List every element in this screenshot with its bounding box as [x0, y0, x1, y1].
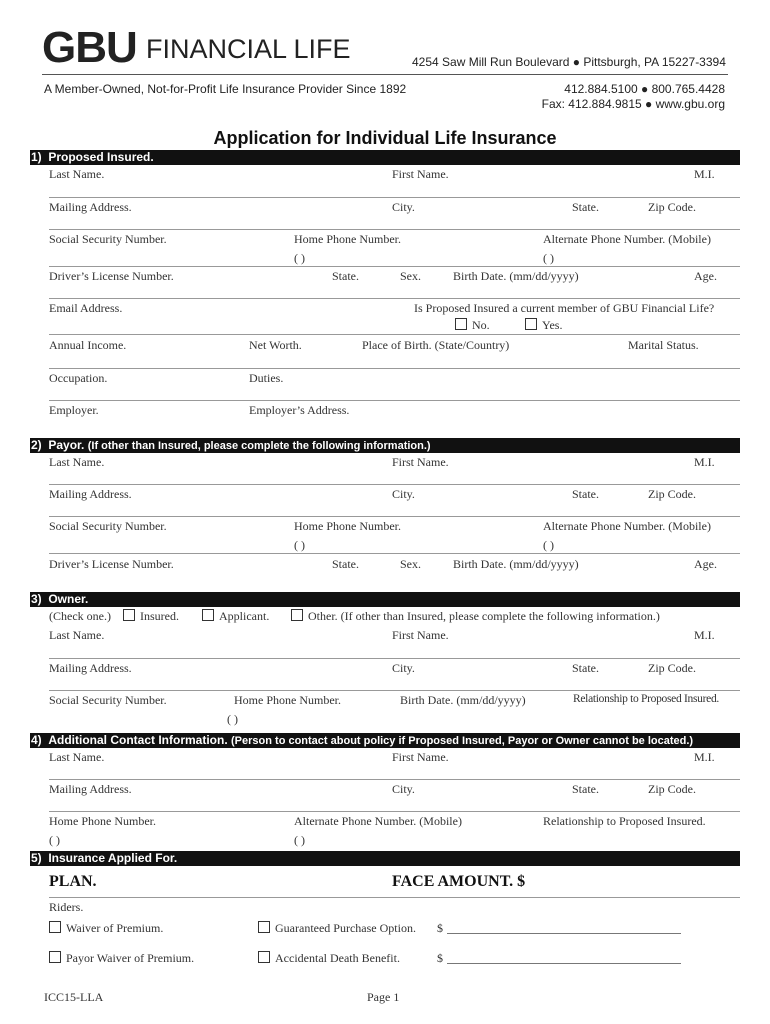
owner-state-field[interactable]: State. [572, 661, 599, 675]
form-title: Application for Individual Life Insurance [213, 128, 557, 148]
payor-mailing-address-field[interactable]: Mailing Address. [49, 487, 132, 501]
area-code-parens: ( ) [294, 538, 305, 552]
contact-first-name-field[interactable]: First Name. [392, 750, 449, 764]
form-id: ICC15-LLA [44, 990, 104, 1004]
insured-duties-field[interactable]: Duties. [249, 371, 284, 385]
owner-insured-checkbox[interactable]: Insured. [123, 609, 179, 624]
company-tagline: A Member-Owned, Not-for-Profit Life Insurance Provider Since 1892 [44, 82, 407, 96]
checkbox-icon [525, 318, 537, 330]
contact-state-field[interactable]: State. [572, 782, 599, 796]
member-yes-checkbox[interactable]: Yes. [525, 318, 562, 333]
contact-alt-phone-field[interactable]: Alternate Phone Number. (Mobile) [294, 814, 462, 828]
payor-zip-field[interactable]: Zip Code. [648, 487, 696, 501]
contact-relationship-field[interactable]: Relationship to Proposed Insured. [543, 814, 706, 828]
checkbox-icon [123, 609, 135, 621]
payor-birth-date-field[interactable]: Birth Date. (mm/dd/yyyy) [453, 557, 579, 571]
section-number: 1) [31, 150, 42, 164]
insured-last-name-field[interactable]: Last Name. [49, 167, 105, 181]
insured-mailing-address-field[interactable]: Mailing Address. [49, 200, 132, 214]
adb-amount-line[interactable] [447, 963, 681, 964]
field-rule [49, 266, 740, 267]
waiver-premium-checkbox[interactable]: Waiver of Premium. [49, 921, 163, 936]
section-title: Owner. [48, 592, 89, 606]
insured-email-field[interactable]: Email Address. [49, 301, 123, 315]
checkbox-icon [258, 921, 270, 933]
contact-last-name-field[interactable]: Last Name. [49, 750, 105, 764]
guaranteed-purchase-dollar: $ [437, 921, 443, 935]
check-one-label: (Check one.) [49, 609, 111, 623]
field-rule [49, 553, 740, 554]
member-no-checkbox[interactable]: No. [455, 318, 490, 333]
owner-relationship-field[interactable]: Relationship to Proposed Insured. [573, 693, 719, 705]
payor-home-phone-field[interactable]: Home Phone Number. [294, 519, 401, 533]
field-rule [49, 334, 740, 335]
area-code-parens: ( ) [543, 538, 554, 552]
section-title: Proposed Insured. [48, 150, 154, 164]
area-code-parens: ( ) [294, 251, 305, 265]
insured-ssn-field[interactable]: Social Security Number. [49, 232, 167, 246]
section-number: 5) [31, 851, 42, 865]
payor-alt-phone-field[interactable]: Alternate Phone Number. (Mobile) [543, 519, 711, 533]
checkbox-icon [49, 951, 61, 963]
field-rule [49, 779, 740, 780]
checkbox-icon [455, 318, 467, 330]
section-number: 4) [31, 733, 42, 747]
company-fax-web: Fax: 412.884.9815 ● www.gbu.org [541, 97, 725, 111]
payor-waiver-checkbox[interactable]: Payor Waiver of Premium. [49, 951, 194, 966]
company-name: FINANCIAL LIFE [146, 34, 351, 64]
contact-mailing-address-field[interactable]: Mailing Address. [49, 782, 132, 796]
contact-city-field[interactable]: City. [392, 782, 415, 796]
payor-city-field[interactable]: City. [392, 487, 415, 501]
checkbox-icon [291, 609, 303, 621]
section-title: Additional Contact Information. [48, 733, 228, 747]
insured-home-phone-field[interactable]: Home Phone Number. [294, 232, 401, 246]
section-1-header [30, 150, 740, 165]
insured-pob-field[interactable]: Place of Birth. (State/Country) [362, 338, 510, 352]
owner-other-checkbox[interactable]: Other. (If other than Insured, please complete the following information.) [291, 609, 660, 624]
payor-mi-field[interactable]: M.I. [694, 455, 715, 469]
field-rule [49, 400, 740, 401]
owner-first-name-field[interactable]: First Name. [392, 628, 449, 642]
field-rule [49, 368, 740, 369]
field-rule [49, 229, 740, 230]
section-2-header [30, 438, 740, 453]
section-3-header [30, 592, 740, 607]
company-logo: GBU [42, 23, 137, 72]
checkbox-icon [258, 951, 270, 963]
insured-marital-field[interactable]: Marital Status. [628, 338, 699, 352]
section-number: 2) [31, 438, 42, 452]
owner-home-phone-field[interactable]: Home Phone Number. [234, 693, 341, 707]
payor-last-name-field[interactable]: Last Name. [49, 455, 105, 469]
owner-city-field[interactable]: City. [392, 661, 415, 675]
field-rule [49, 658, 740, 659]
payor-age-field[interactable]: Age. [694, 557, 717, 571]
section-note: (If other than Insured, please complete the following information.) [87, 440, 431, 452]
insured-birth-date-field[interactable]: Birth Date. (mm/dd/yyyy) [453, 269, 579, 283]
insured-age-field[interactable]: Age. [694, 269, 717, 283]
checkbox-icon [49, 921, 61, 933]
checkbox-icon [202, 609, 214, 621]
field-rule [49, 811, 740, 812]
section-5-header [30, 851, 740, 866]
field-rule [49, 690, 740, 691]
company-phones: 412.884.5100 ● 800.765.4428 [564, 82, 725, 96]
field-rule [49, 484, 740, 485]
insured-state-field[interactable]: State. [572, 200, 599, 214]
field-rule [49, 516, 740, 517]
section-number: 3) [31, 592, 42, 606]
section-title: Payor. [48, 438, 85, 452]
insured-employer-address-field[interactable]: Employer’s Address. [249, 403, 350, 417]
insured-alt-phone-field[interactable]: Alternate Phone Number. (Mobile) [543, 232, 711, 246]
adb-checkbox[interactable]: Accidental Death Benefit. [258, 951, 400, 966]
contact-zip-field[interactable]: Zip Code. [648, 782, 696, 796]
payor-ssn-field[interactable]: Social Security Number. [49, 519, 167, 533]
insured-mi-field[interactable]: M.I. [694, 167, 715, 181]
insured-income-field[interactable]: Annual Income. [49, 338, 127, 352]
insured-sex-field[interactable]: Sex. [400, 269, 421, 283]
payor-state-field[interactable]: State. [572, 487, 599, 501]
section-title: Insurance Applied For. [48, 851, 178, 865]
insured-city-field[interactable]: City. [392, 200, 415, 214]
section-note: (Person to contact about policy if Proposed Insured, Payor or Owner cannot be located.) [231, 735, 694, 747]
area-code-parens: ( ) [294, 833, 305, 847]
field-rule [49, 298, 740, 299]
owner-last-name-field[interactable]: Last Name. [49, 628, 105, 642]
owner-mailing-address-field[interactable]: Mailing Address. [49, 661, 132, 675]
payor-first-name-field[interactable]: First Name. [392, 455, 449, 469]
field-rule [49, 197, 740, 198]
member-question: Is Proposed Insured a current member of GBU Financial Life? [414, 301, 715, 315]
header-divider [42, 74, 728, 75]
guaranteed-purchase-checkbox[interactable]: Guaranteed Purchase Option. [258, 921, 416, 936]
section-4-header [30, 733, 740, 748]
face-amount-field[interactable]: FACE AMOUNT. $ [392, 873, 526, 890]
riders-label: Riders. [49, 900, 84, 914]
company-address: 4254 Saw Mill Run Boulevard ● Pittsburgh, PA 15227-3394 [412, 55, 726, 69]
payor-sex-field[interactable]: Sex. [400, 557, 421, 571]
owner-ssn-field[interactable]: Social Security Number. [49, 693, 167, 707]
insured-zip-field[interactable]: Zip Code. [648, 200, 696, 214]
contact-mi-field[interactable]: M.I. [694, 750, 715, 764]
contact-home-phone-field[interactable]: Home Phone Number. [49, 814, 156, 828]
payor-dl-state-field[interactable]: State. [332, 557, 359, 571]
insured-first-name-field[interactable]: First Name. [392, 167, 449, 181]
area-code-parens: ( ) [543, 251, 554, 265]
guaranteed-purchase-amount-line[interactable] [447, 933, 681, 934]
area-code-parens: ( ) [227, 712, 238, 726]
plan-field[interactable]: PLAN. [49, 873, 97, 890]
owner-zip-field[interactable]: Zip Code. [648, 661, 696, 675]
owner-applicant-checkbox[interactable]: Applicant. [202, 609, 269, 624]
area-code-parens: ( ) [49, 833, 60, 847]
insured-dl-field[interactable]: Driver’s License Number. [49, 269, 174, 283]
payor-dl-field[interactable]: Driver’s License Number. [49, 557, 174, 571]
owner-birth-date-field[interactable]: Birth Date. (mm/dd/yyyy) [400, 693, 526, 707]
insured-dl-state-field[interactable]: State. [332, 269, 359, 283]
owner-mi-field[interactable]: M.I. [694, 628, 715, 642]
field-rule [49, 897, 740, 898]
page-number: Page 1 [367, 990, 400, 1004]
insured-occupation-field[interactable]: Occupation. [49, 371, 108, 385]
insured-net-worth-field[interactable]: Net Worth. [249, 338, 302, 352]
adb-dollar: $ [437, 951, 443, 965]
insured-employer-field[interactable]: Employer. [49, 403, 99, 417]
